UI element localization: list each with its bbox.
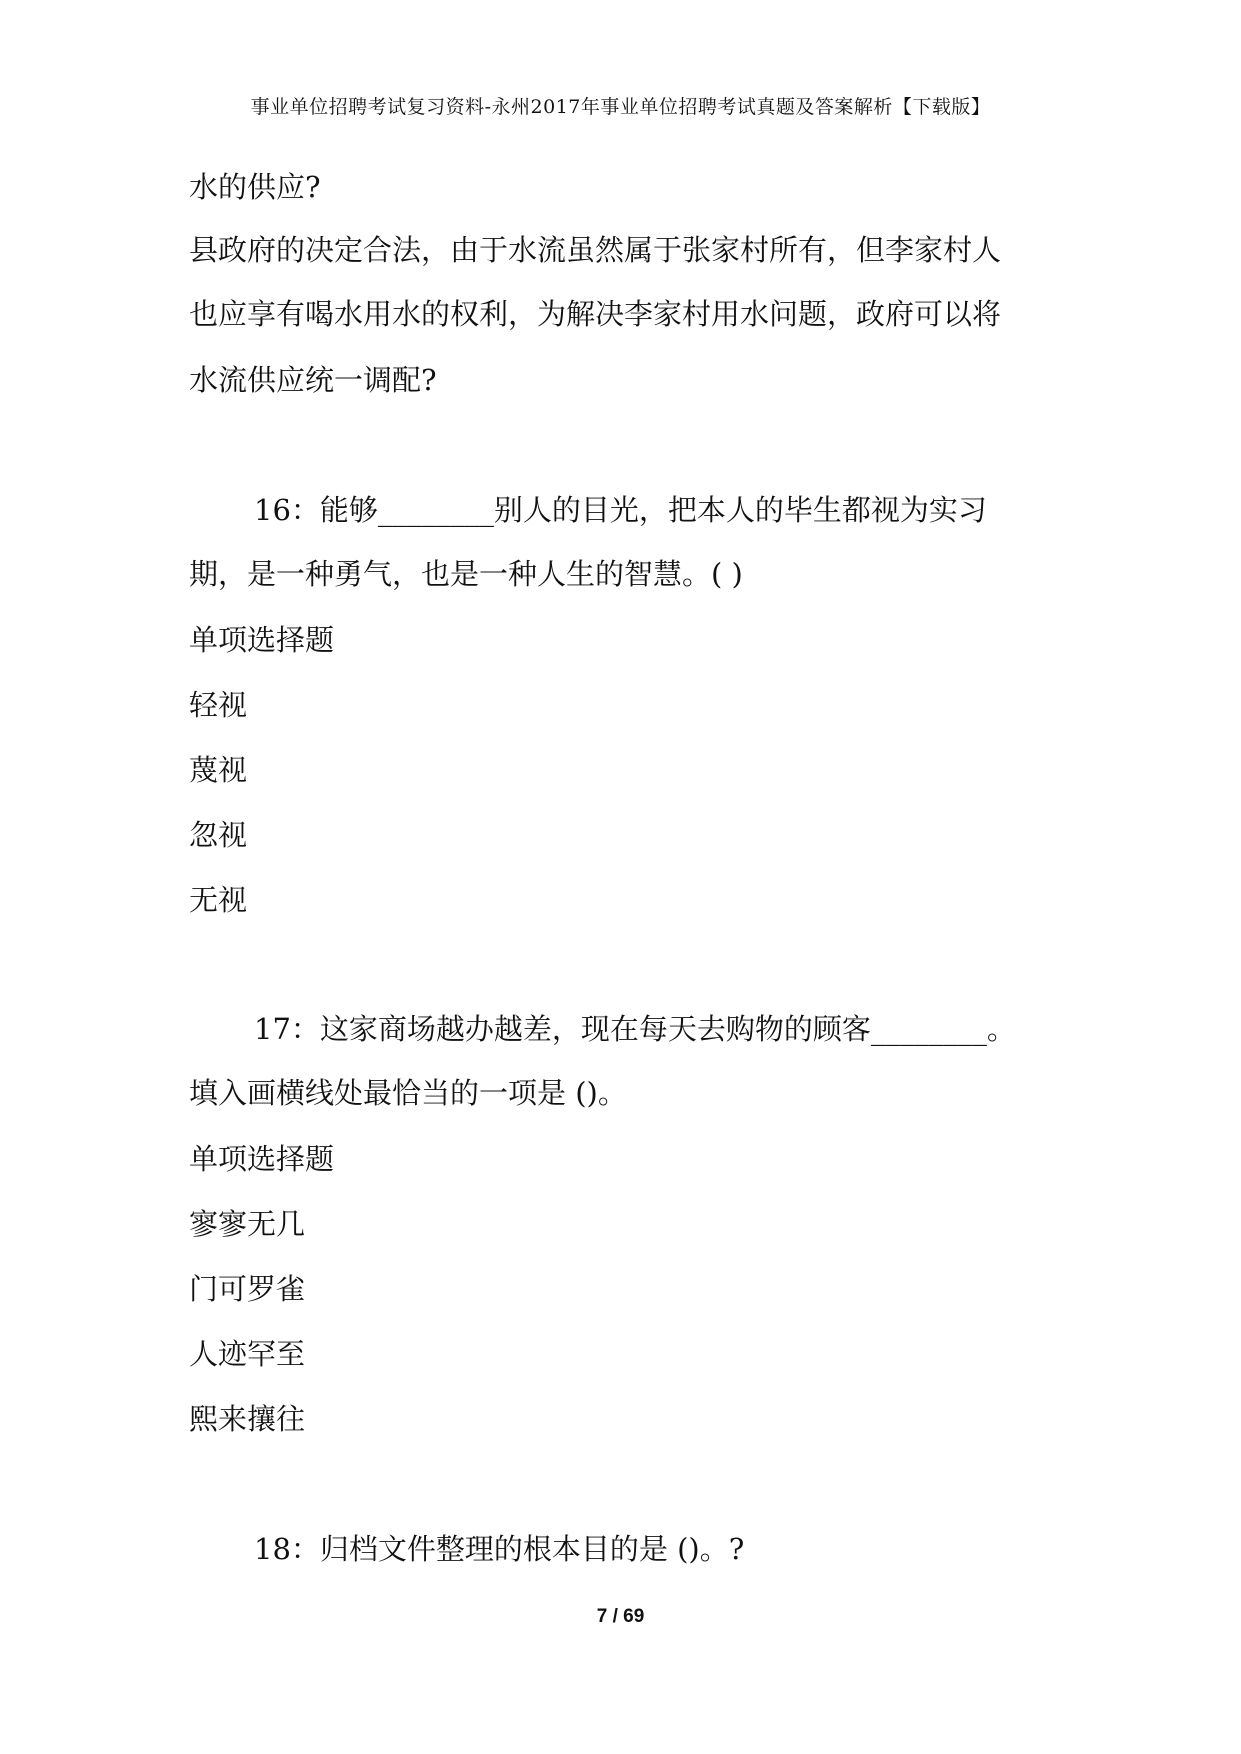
continuation-line-3: 也应享有喝水用水的权利，为解决李家村用水问题，政府可以将 <box>189 297 1002 331</box>
question-16-option: 蔑视 <box>189 753 248 787</box>
continuation-line-2: 县政府的决定合法，由于水流虽然属于张家村所有，但李家村人 <box>189 233 1002 267</box>
question-16-stem-cont: 期，是一种勇气，也是一种人生的智慧。( ) <box>189 557 743 591</box>
question-17-stem: 17：这家商场越办越差，现在每天去购物的顾客________。 <box>254 1012 1016 1046</box>
question-16-option: 轻视 <box>189 688 248 722</box>
question-17-option: 熙来攘往 <box>189 1402 306 1436</box>
question-16-option: 忽视 <box>189 818 248 852</box>
page-number: 7 / 69 <box>596 1606 645 1627</box>
question-17-option: 人迹罕至 <box>189 1337 306 1371</box>
question-17-option: 门可罗雀 <box>189 1272 306 1306</box>
question-16-option: 无视 <box>189 883 248 917</box>
question-17-stem-cont: 填入画横线处最恰当的一项是 ()。 <box>189 1076 627 1110</box>
question-17-option: 寥寥无几 <box>189 1207 306 1241</box>
question-17-type: 单项选择题 <box>189 1142 335 1176</box>
question-16-type: 单项选择题 <box>189 623 335 657</box>
continuation-line-1: 水的供应? <box>189 170 321 204</box>
continuation-line-4: 水流供应统一调配? <box>189 363 437 397</box>
page-header: 事业单位招聘考试复习资料-永州2017年事业单位招聘考试真题及答案解析【下载版】 <box>250 96 991 118</box>
question-18-stem: 18：归档文件整理的根本目的是 ()。? <box>254 1532 745 1566</box>
question-16-stem: 16：能够________别人的目光，把本人的毕生都视为实习 <box>254 493 987 527</box>
